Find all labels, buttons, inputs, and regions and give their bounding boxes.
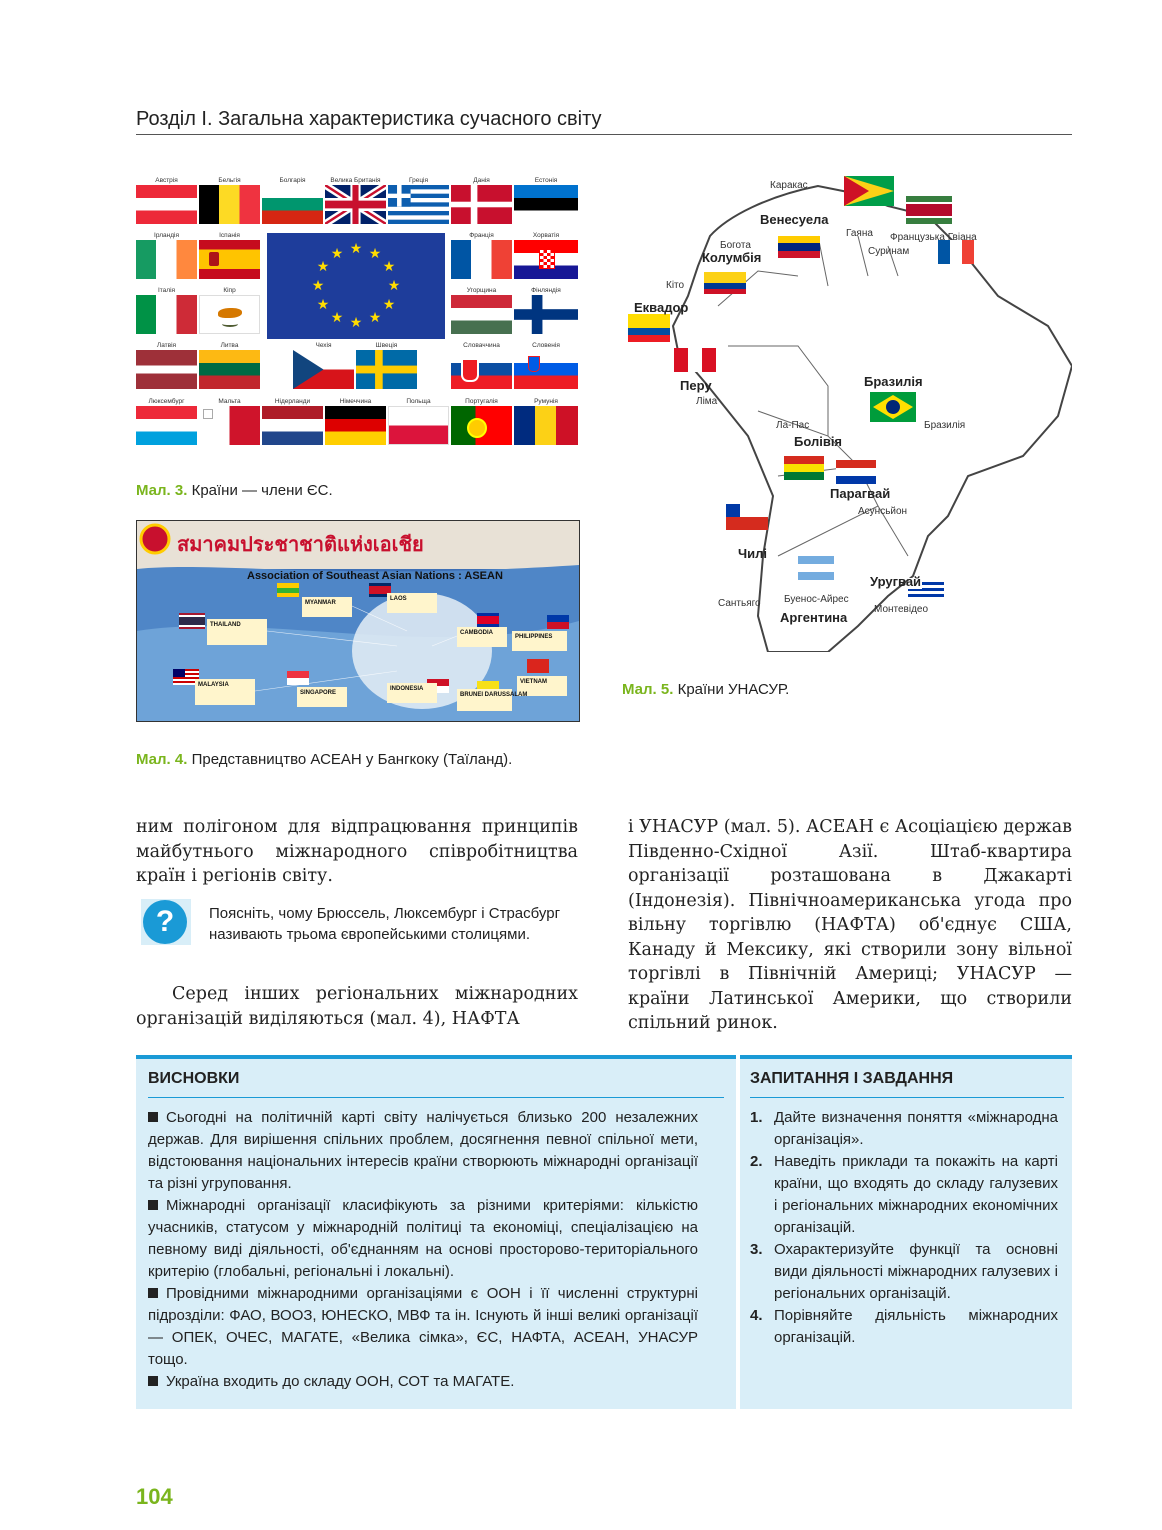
asean-country-label: MALAYSIA [198, 682, 229, 688]
conclusion-item [148, 1283, 698, 1371]
question-item-text: Порівняйте діяльність міжнародних організацій. [774, 1307, 1058, 1346]
question-text: Поясніть, чому Брюссель, Люксембург і Страсбург називають трьома європейськими столицями. [209, 905, 561, 943]
flag-label: Швеція [375, 342, 398, 349]
asean-banner-photo [136, 520, 580, 722]
conclusions-list [148, 1107, 698, 1393]
flag-spain [199, 231, 260, 279]
question-number: 3. [750, 1241, 763, 1258]
questions-title: ЗАПИТАННЯ І ЗАВДАННЯ [750, 1070, 954, 1087]
caption-text: Представництво АСЕАН у Бангкоку (Таїланд). [191, 751, 513, 768]
map-country-label: Болівія [794, 434, 843, 449]
conclusion-text: Україна входить до складу ООН, СОТ та МАГАТЕ. [166, 1373, 515, 1390]
map-city-label: Монтевідео [874, 604, 929, 615]
flag-label: Польща [406, 398, 431, 405]
map-territory-label: Суринам [868, 246, 910, 257]
question-item [750, 1151, 1058, 1239]
flag-label: Данія [473, 177, 490, 184]
flag-label: Фінляндія [531, 287, 561, 294]
flag-greece [388, 176, 449, 224]
svg-text:★: ★ [316, 259, 330, 275]
unasur-map [628, 176, 1072, 652]
page-number: 104 [136, 1484, 173, 1509]
asean-country-label: BRUNEI DARUSSALAM [460, 692, 528, 698]
map-city-label: Ла-Пас [776, 420, 810, 431]
caption-text: Країни — члени ЄС. [191, 482, 333, 499]
svg-text:★: ★ [349, 315, 363, 331]
flag-label: Німеччина [339, 398, 372, 405]
asean-banner-title: Association of Southeast Asian Nations : ASEAN [247, 570, 503, 582]
map-country-label: Бразилія [864, 374, 923, 389]
panel-top-rule [136, 1055, 1072, 1059]
map-city-label: Кіто [666, 280, 685, 291]
flag-france [451, 231, 512, 279]
conclusion-item [148, 1107, 698, 1195]
conclusion-text: Провідними міжнародними організаціями є ООН і її численні структурні підрозділи: ФАО, ВООЗ, ЮНЕСКО, МВФ та ін. Існують й інші великі організації — ОПЕК, ОЧЕС, МАГАТЕ, «Велика сімка», ЄС, НАФТА, АСЕАН, УНАСУР тощо. [148, 1285, 698, 1368]
header-rule [136, 134, 1072, 135]
bullet-square-icon [148, 1376, 158, 1386]
map-city-label: Буенос-Айрес [784, 594, 849, 605]
flag-belgium [199, 176, 260, 224]
eu-flags-figure [136, 176, 578, 452]
panel-divider [736, 1055, 740, 1409]
svg-text:★: ★ [316, 297, 330, 313]
question-number: 4. [750, 1307, 763, 1324]
flag-uk [325, 176, 386, 224]
flag-luxembourg [136, 397, 197, 445]
asean-country-label: INDONESIA [390, 686, 424, 692]
question-number: 1. [750, 1109, 763, 1126]
bullet-square-icon [148, 1288, 158, 1298]
question-item-text: Наведіть приклади та покажіть на карті країни, що входять до складу галузевих і регіональних міжнародних економічних організацій. [774, 1153, 1058, 1236]
question-icon: ? [143, 900, 187, 944]
flag-czechia [293, 341, 354, 389]
questions-rule [750, 1097, 1064, 1098]
figure-caption-4 [136, 751, 512, 768]
svg-text:★: ★ [382, 259, 396, 275]
map-territory-label: Французька Гвіана [890, 232, 977, 243]
conclusion-text: Сьогодні на політичній карті світу налічується близько 200 незалежних держав. Для вирішення спільних проблем, досягнення певної спільної мети, відстоювання національних інтересів країни створюють міжнародні організації та різні угруповання. [148, 1109, 698, 1192]
flag-poland [388, 397, 449, 445]
map-city-label: Бразилія [924, 420, 966, 431]
flag-austria [136, 176, 197, 224]
map-country-label: Аргентина [780, 610, 848, 625]
flag-latvia [136, 341, 197, 389]
flag-label: Нідерланди [274, 398, 311, 405]
conclusions-rule [148, 1097, 724, 1098]
map-country-label: Еквадор [634, 300, 689, 315]
asean-country-label: LAOS [390, 596, 407, 602]
svg-text:★: ★ [368, 246, 382, 262]
asean-country-label: MYANMAR [305, 600, 336, 606]
figure-caption-3 [136, 482, 333, 499]
question-item [750, 1107, 1058, 1151]
flag-label: Словенія [532, 342, 560, 349]
flag-label: Латвія [156, 342, 177, 349]
question-item [750, 1239, 1058, 1305]
question-item-text: Охарактеризуйте функції та основні види діяльності міжнародних галузевих і регіональних організацій. [774, 1241, 1058, 1302]
asean-country-label: THAILAND [210, 622, 241, 628]
svg-text:★: ★ [368, 310, 382, 326]
flag-label: Люксембург [148, 398, 185, 405]
flag-croatia [514, 231, 578, 279]
flag-label: Словаччина [463, 342, 500, 349]
conclusions-title: ВИСНОВКИ [148, 1070, 240, 1087]
bullet-square-icon [148, 1112, 158, 1122]
flag-italy [136, 286, 197, 334]
caption-number: Мал. 5. [622, 681, 674, 698]
svg-text:★: ★ [349, 241, 363, 257]
flag-label: Португалія [465, 398, 498, 405]
map-city-label: Ліма [696, 396, 718, 407]
chapter-header: Розділ I. Загальна характеристика сучасного світу [136, 108, 602, 130]
map-country-label: Чилі [738, 546, 767, 561]
body-paragraph-left-2: Серед інших регіональних міжнародних організацій виділяються (мал. 4), НАФТА [136, 984, 578, 1029]
svg-text:★: ★ [330, 310, 344, 326]
questions-list [750, 1107, 1058, 1349]
map-city-label: Богота [720, 240, 751, 251]
map-city-label: Асунсьйон [858, 506, 908, 517]
asean-country-label: SINGAPORE [300, 690, 337, 696]
flag-finland [514, 286, 578, 334]
body-paragraph-right: і УНАСУР (мал. 5). АСЕАН є Асоціацією держав Південно-Східної Азії. Штаб-квартира організації розташована в Джакарті (Індонезія). Північноамериканська угода про вільну торгівлю (НАФТА) об'єднує США, Канаду й Мексику, які створили зону вільної торгівлі в Північній Америці; УНАСУР — країни Латинської Америки, що створили спільний ринок. [628, 817, 1072, 1033]
asean-country-label: VIETNAM [520, 679, 547, 685]
map-territory-label: Гаяна [846, 228, 873, 239]
flag-label: Румунія [534, 398, 558, 405]
map-country-label: Парагвай [830, 486, 891, 501]
figure-caption-5 [622, 681, 789, 698]
flag-germany [325, 397, 386, 445]
flag-label: Чехія [315, 342, 332, 349]
flag-label: Кіпр [223, 287, 236, 294]
svg-text:สมาคมประชาชาติแห่งเอเชีย: สมาคมประชาชาติแห่งเอเชีย [177, 532, 424, 556]
flag-label: Іспанія [219, 232, 240, 239]
flag-label: Велика Британія [330, 177, 381, 184]
flag-estonia [514, 176, 578, 224]
flag-label: Італія [157, 287, 176, 294]
question-number: 2. [750, 1153, 763, 1170]
flag-label: Австрія [155, 177, 178, 184]
map-country-label: Уругвай [870, 574, 922, 589]
flag-label: Литва [220, 342, 239, 349]
map-city-label: Сантьяго [718, 598, 761, 609]
question-box [141, 899, 191, 945]
asean-country-label: CAMBODIA [460, 630, 493, 636]
flag-denmark [451, 176, 512, 224]
caption-text: Країни УНАСУР. [677, 681, 790, 698]
flag-ireland [136, 231, 197, 279]
flag-slovenia [514, 341, 578, 389]
flag-label: Греція [408, 177, 429, 184]
flag-label: Хорватія [532, 232, 560, 239]
flag-romania [514, 397, 578, 445]
eu-flag [267, 233, 445, 339]
svg-text:★: ★ [387, 278, 401, 294]
flag-netherlands [262, 397, 323, 445]
flag-label: Бельгія [218, 177, 241, 184]
flag-label: Мальта [218, 398, 241, 405]
body-paragraph-left-1: ним полігоном для відпрацювання принципів майбутнього міжнародного співробітництва країн і регіонів світу. [136, 817, 578, 886]
map-country-label: Колумбія [702, 250, 762, 265]
flag-label: Ірландія [154, 232, 179, 239]
svg-text:★: ★ [311, 278, 325, 294]
caption-number: Мал. 4. [136, 751, 188, 768]
flag-lithuania [199, 341, 260, 389]
flag-label: Угорщина [466, 287, 497, 294]
svg-text:★: ★ [330, 246, 344, 262]
caption-number: Мал. 3. [136, 482, 188, 499]
flag-slovakia [451, 341, 512, 389]
asean-country-label: PHILIPPINES [515, 634, 553, 640]
flag-label: Естонія [534, 177, 558, 184]
flag-portugal [451, 397, 512, 445]
question-item [750, 1305, 1058, 1349]
flag-label: Болгарія [279, 177, 306, 184]
flag-cyprus [199, 286, 260, 334]
conclusion-item [148, 1371, 698, 1393]
map-country-label: Венесуела [760, 212, 829, 227]
conclusion-item [148, 1195, 698, 1283]
map-city-label: Каракас [770, 180, 808, 191]
bullet-square-icon [148, 1200, 158, 1210]
flag-sweden [356, 341, 417, 389]
question-item-text: Дайте визначення поняття «міжнародна організація». [774, 1109, 1058, 1148]
flag-bulgaria [262, 176, 323, 224]
flag-malta [199, 397, 260, 445]
flag-hungary [451, 286, 512, 334]
svg-text:★: ★ [382, 297, 396, 313]
map-country-label: Перу [680, 378, 712, 393]
conclusion-text: Міжнародні організації класифікують за різними критеріями: кількістю учасників, статусом у міжнародній політиці та економіці, спеціалізацією на певному виді діяльності, об'єднанням на основі просторово-територіального критерію (глобальні, регіональні і локальні). [148, 1197, 698, 1280]
flag-label: Франція [469, 232, 494, 239]
